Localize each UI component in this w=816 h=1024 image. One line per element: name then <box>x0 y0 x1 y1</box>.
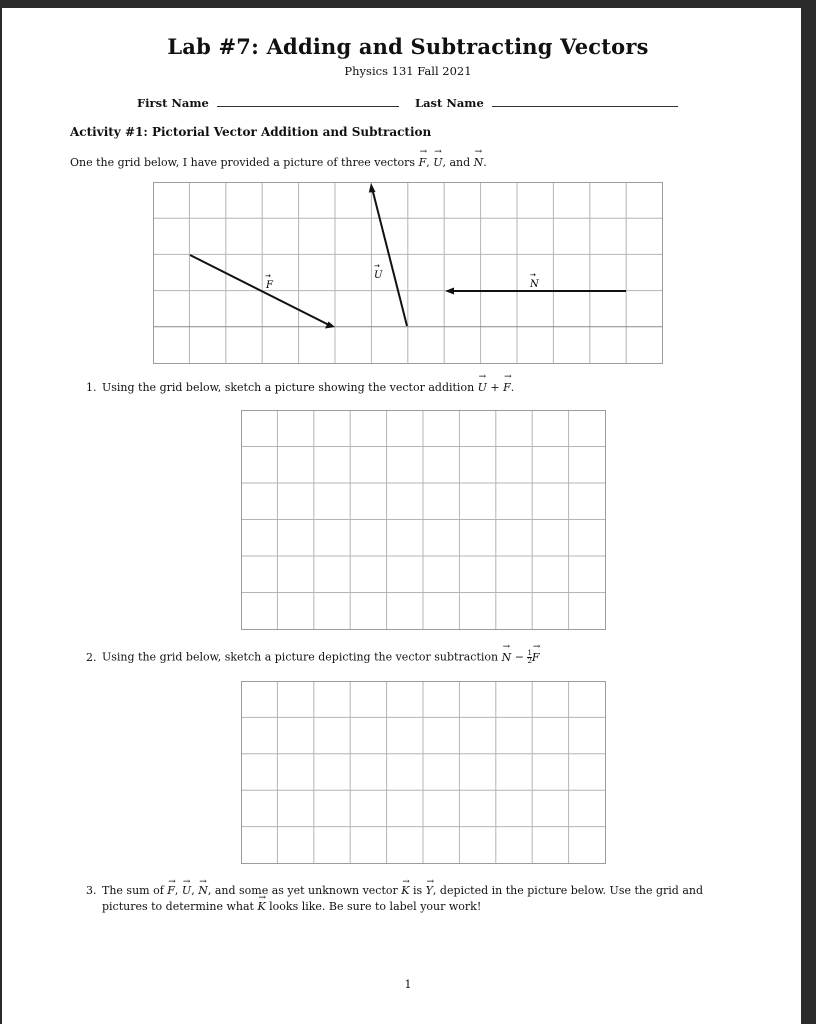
answer-grid-1[interactable] <box>241 410 607 631</box>
question-3-text-b: , and some as yet unknown vector <box>207 884 402 897</box>
vec-n-symbol: → N <box>474 156 484 169</box>
q1-vec-u: → U <box>478 381 487 394</box>
q3-vec-u: → U <box>182 883 191 899</box>
question-3-text-d: , depicted in the picture below. Use the grid and <box>432 884 704 897</box>
first-name-line[interactable] <box>217 96 399 107</box>
intro-prefix: One the grid below, I have provided a picture of three vectors <box>70 156 419 169</box>
page-subtitle: Physics 131 Fall 2021 <box>344 64 472 78</box>
grid-lines <box>153 182 663 364</box>
first-name-label: First Name <box>137 96 209 110</box>
q2-vec-f: → F <box>532 651 540 664</box>
activity-heading: Activity #1: Pictorial Vector Addition and Subtraction <box>70 125 432 139</box>
vector-grid-given <box>153 182 663 364</box>
question-3-text-a: The sum of <box>102 884 168 897</box>
intro-suffix: . <box>483 156 487 169</box>
vector-u-label: U <box>374 270 383 281</box>
last-name-label: Last Name <box>415 96 484 110</box>
fraction-numerator: 1 <box>527 649 532 657</box>
question-3-line-2 <box>86 899 750 915</box>
question-1-text: Using the grid below, sketch a picture showing the vector addition <box>102 381 478 394</box>
question-2: 2. Using the grid below, sketch a picture depicting the vector subtraction → N − $\frac{1}{2}$ → F <box>86 650 540 665</box>
question-3-text-c: is <box>409 884 426 897</box>
question-2-text: Using the grid below, sketch a picture depicting the vector subtraction <box>102 650 502 664</box>
vector-f-label: F <box>266 280 273 291</box>
question-1: 1. Using the grid below, sketch a picture showing the vector addition → U + → F. <box>86 381 514 394</box>
grid-lines <box>241 681 606 864</box>
q3-vec-f: → F <box>167 883 175 899</box>
first-name-field[interactable] <box>137 96 399 110</box>
question-3: 3. The sum of → F, → U, → N, and some as yet unknown vector → K is → Y, depicted in the picture below. Use the grid and pictures to determine what → K looks like. Be sure to label your work! <box>86 883 750 915</box>
question-2-number: 2. <box>86 650 97 664</box>
grid-lines <box>241 410 606 630</box>
last-name-line[interactable] <box>492 96 678 107</box>
question-3-text-f: looks like. Be sure to label your work! <box>265 900 482 913</box>
question-3-number: 3. <box>86 884 97 897</box>
q3-vec-k-2: → K <box>257 899 265 915</box>
page-number: 1 <box>404 978 412 991</box>
q2-vec-n: → N <box>502 651 512 664</box>
q3-vec-n: → N <box>198 883 208 899</box>
page-title: Lab #7: Adding and Subtracting Vectors <box>167 34 649 59</box>
q3-vec-k: → K <box>401 883 409 899</box>
question-1-number: 1. <box>86 381 97 394</box>
fraction-denominator: 2 <box>527 657 532 665</box>
vector-n-label-arrow: → <box>530 271 536 279</box>
vec-u-symbol: → U <box>433 156 442 169</box>
question-3-text-e: pictures to determine what <box>102 900 258 913</box>
vector-f-label-arrow: → <box>265 272 271 280</box>
answer-grid-2[interactable] <box>241 681 607 865</box>
q1-vec-f: → F <box>503 381 511 394</box>
intro-text: One the grid below, I have provided a picture of three vectors → F, → U, and → N. <box>70 156 487 169</box>
q3-vec-y: → Y <box>426 883 433 899</box>
vec-f-symbol: → F <box>419 156 427 169</box>
last-name-field[interactable] <box>415 96 678 110</box>
vector-n-label: N <box>530 279 539 290</box>
vector-u-label-arrow: → <box>374 262 380 270</box>
